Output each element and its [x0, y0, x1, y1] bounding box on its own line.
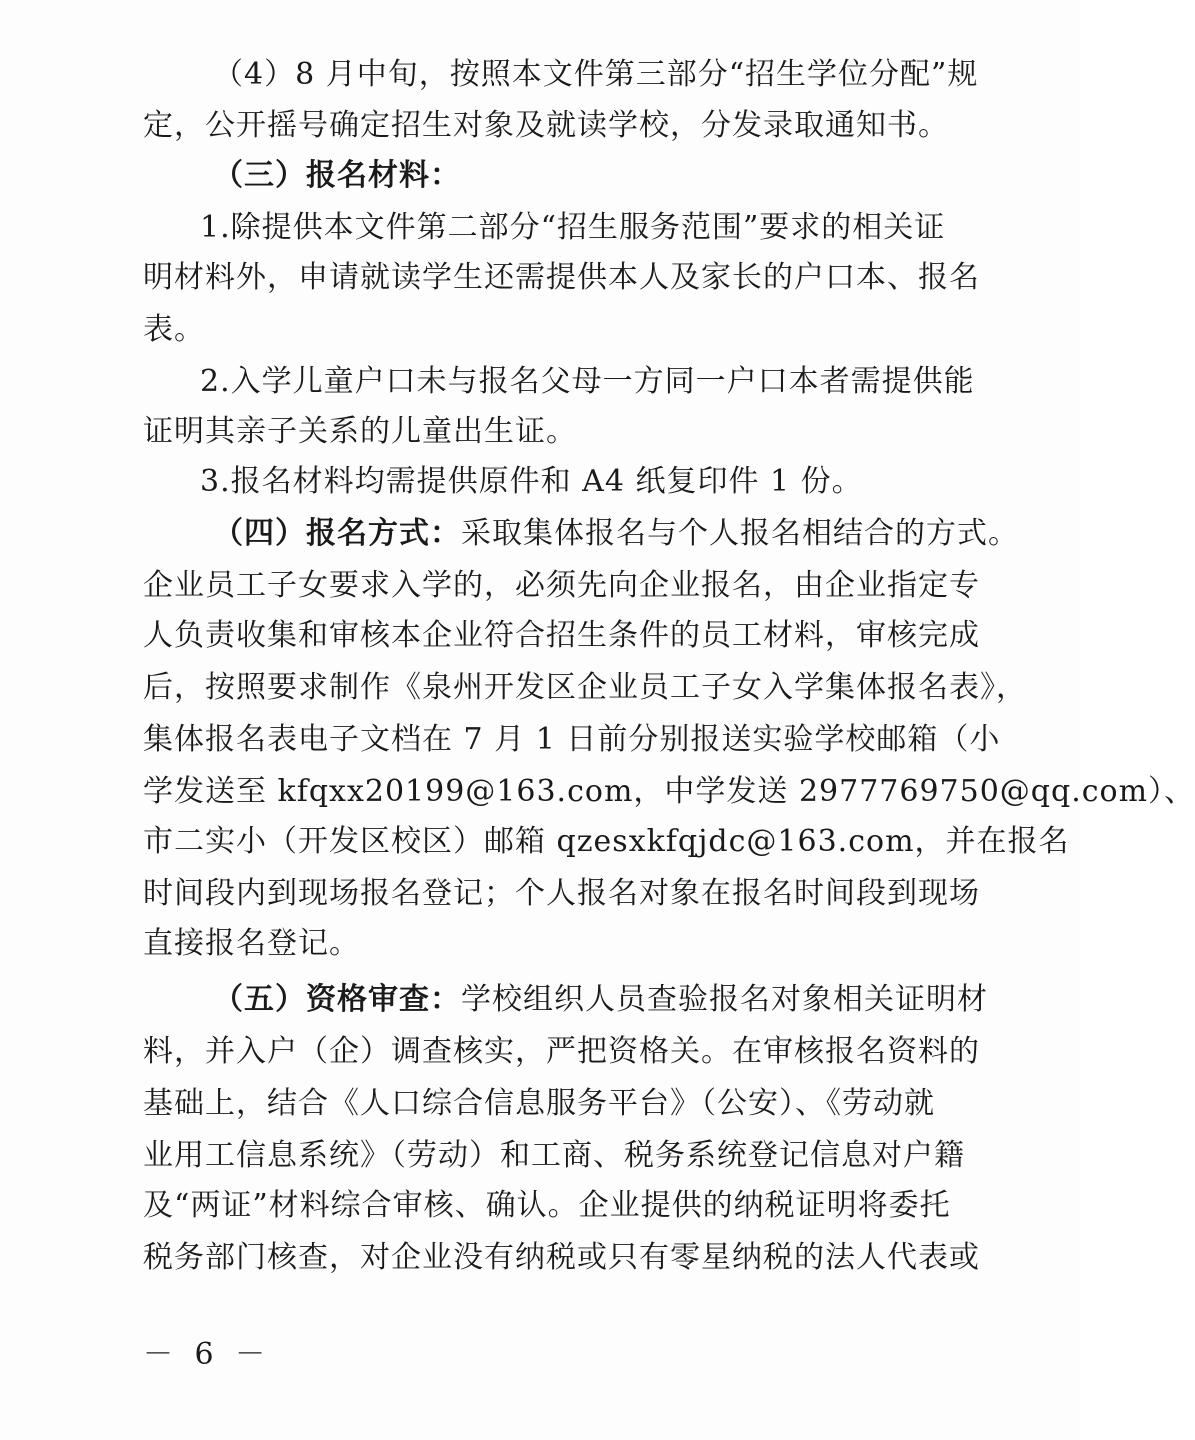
paragraph-line: 1.除提供本文件第二部分“招生服务范围”要求的相关证 [200, 210, 946, 245]
paragraph-line: 明材料外，申请就读学生还需提供本人及家长的户口本、报名 [143, 260, 980, 295]
page-number: － 6 － [143, 1337, 272, 1372]
section-text: 采取集体报名与个人报名相结合的方式。 [461, 516, 1019, 551]
paragraph-line: 2.入学儿童户口未与报名父母一方同一户口本者需提供能 [200, 364, 975, 399]
paragraph-line: 及“两证”材料综合审核、确认。企业提供的纳税证明将委托 [143, 1188, 951, 1223]
section-line [213, 514, 1019, 554]
paragraph-line: （4）8 月中旬，按照本文件第三部分“招生学位分配”规 [213, 57, 979, 92]
paragraph-line: 直接报名登记。 [143, 926, 360, 961]
section-heading: （四）报名方式： [213, 516, 461, 551]
paragraph-line: 税务部门核查，对企业没有纳税或只有零星纳税的法人代表或 [143, 1240, 980, 1275]
paragraph-line: 3.报名材料均需提供原件和 A4 纸复印件 1 份。 [200, 464, 863, 499]
paragraph-line: 业用工信息系统》（劳动）和工商、税务系统登记信息对户籍 [143, 1138, 965, 1173]
section-heading: （五）资格审查： [213, 982, 461, 1017]
paragraph-line: 时间段内到现场报名登记；个人报名对象在报名时间段到现场 [143, 876, 980, 911]
paragraph-line: 人负责收集和审核本企业符合招生条件的员工材料，审核完成 [143, 618, 980, 653]
section-text: 学校组织人员查验报名对象相关证明材 [461, 982, 988, 1017]
paragraph-line: 企业员工子女要求入学的，必须先向企业报名，由企业指定专 [143, 568, 980, 603]
paragraph-line: 集体报名表电子文档在 7 月 1 日前分别报送实验学校邮箱（小 [143, 722, 1001, 757]
paragraph-line: 证明其亲子关系的儿童出生证。 [143, 414, 577, 449]
section-heading: （三）报名材料： [213, 158, 461, 193]
paragraph-line: 表。 [143, 312, 205, 347]
paragraph-line: 定，公开摇号确定招生对象及就读学校，分发录取通知书。 [143, 108, 949, 143]
paragraph-line: 后，按照要求制作《泉州开发区企业员工子女入学集体报名表》， [143, 670, 1027, 705]
paragraph-line: 基础上，结合《人口综合信息服务平台》（公安）、《劳动就 [143, 1086, 935, 1121]
paragraph-line: 市二实小（开发区校区）邮箱 qzesxkfqjdc@163.com，并在报名 [143, 824, 1070, 859]
section-line [213, 980, 1013, 1020]
paragraph-line: 学发送至 kfqxx20199@163.com，中学发送 2977769750@qq.com）、 [143, 774, 1195, 809]
paragraph-line: 料，并入户（企）调查核实，严把资格关。在审核报名资料的 [143, 1034, 980, 1069]
